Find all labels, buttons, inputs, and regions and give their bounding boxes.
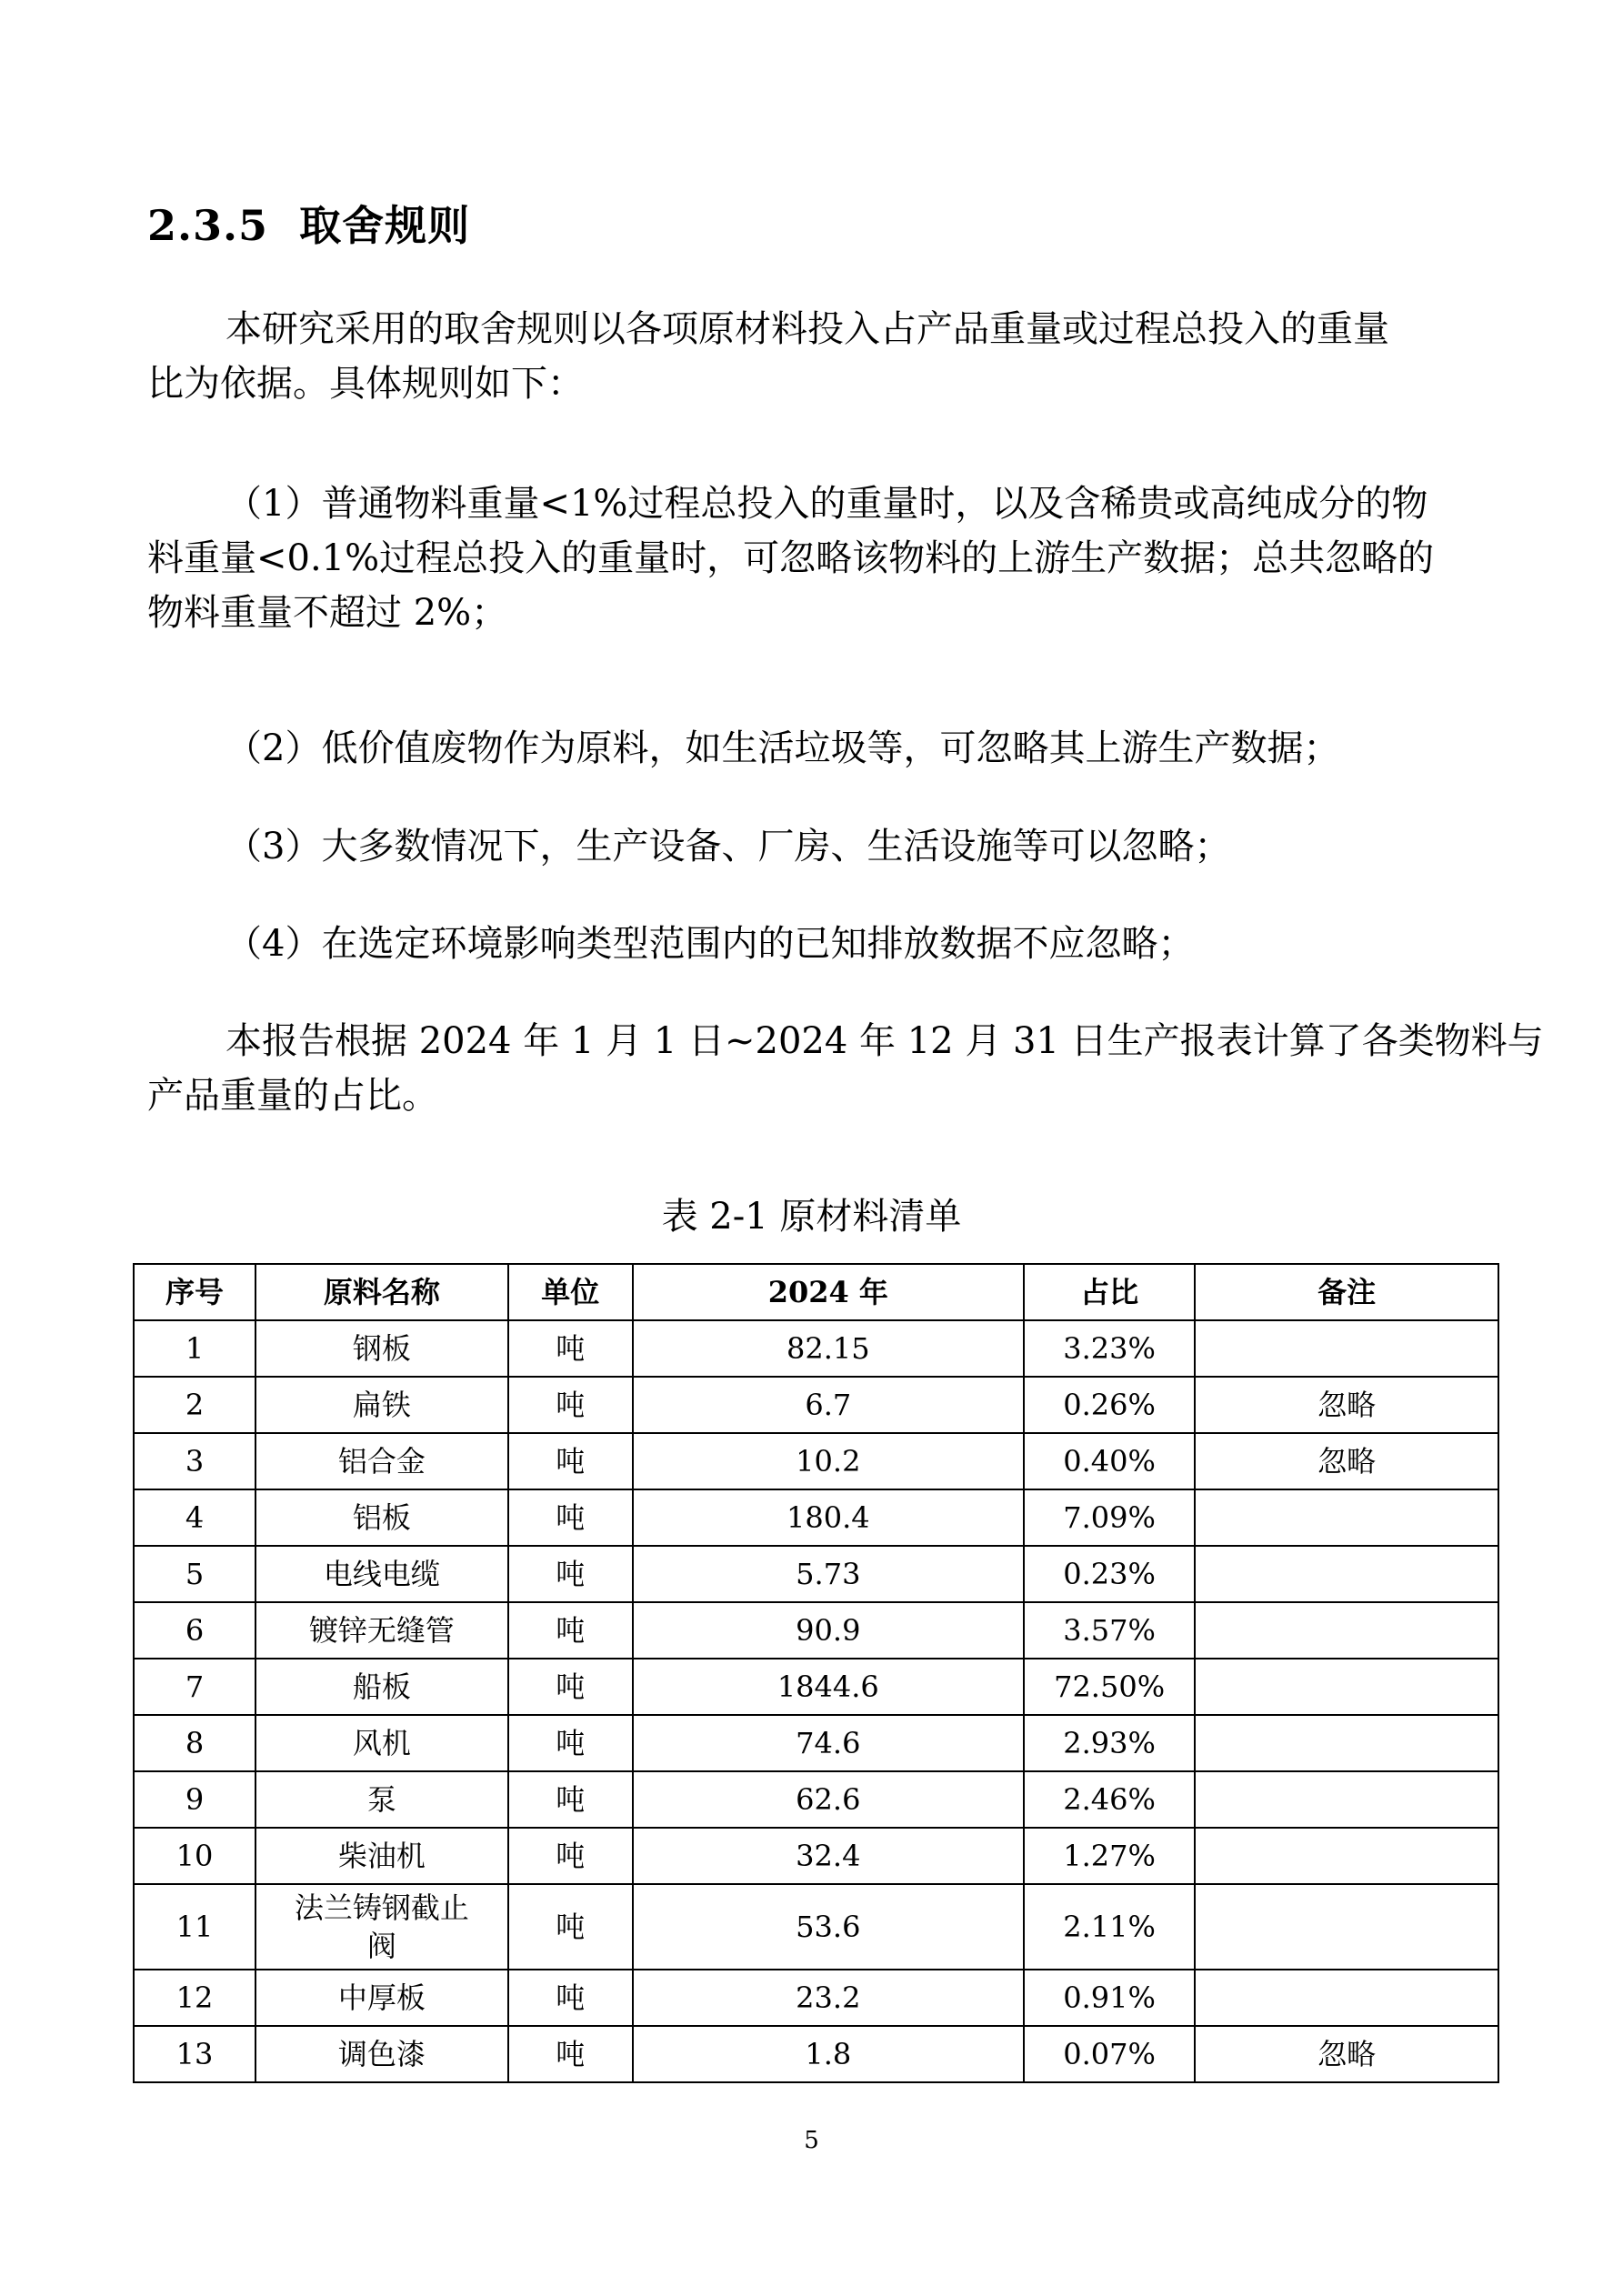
cell-no: 4 bbox=[134, 1489, 255, 1546]
cell-unit: 吨 bbox=[508, 1377, 633, 1433]
rule-line: （1）普通物料重量<1%过程总投入的重量时，以及含稀贵或高纯成分的物 bbox=[225, 483, 1428, 525]
cell-unit: 吨 bbox=[508, 1715, 633, 1771]
cell-unit: 吨 bbox=[508, 1320, 633, 1377]
cell-value: 23.2 bbox=[633, 1970, 1024, 2026]
cell-name: 镀锌无缝管 bbox=[255, 1602, 508, 1659]
section-number: 2.3.5 bbox=[147, 201, 269, 250]
cell-note bbox=[1195, 1320, 1498, 1377]
cell-no: 11 bbox=[134, 1884, 255, 1970]
table-row bbox=[134, 1659, 1498, 1715]
report-line: 本报告根据 2024 年 1 月 1 日~2024 年 12 月 31 日生产报表计算了各类物料与 bbox=[225, 1020, 1544, 1062]
cell-note bbox=[1195, 1715, 1498, 1771]
cell-value: 6.7 bbox=[633, 1377, 1024, 1433]
cell-note bbox=[1195, 1546, 1498, 1602]
cell-note bbox=[1195, 1970, 1498, 2026]
cell-share: 2.46% bbox=[1024, 1771, 1195, 1828]
section-title: 取舍规则 bbox=[299, 201, 471, 250]
table-row bbox=[134, 1715, 1498, 1771]
cell-no: 12 bbox=[134, 1970, 255, 2026]
intro-line: 本研究采用的取舍规则以各项原材料投入占产品重量或过程总投入的重量 bbox=[225, 308, 1389, 350]
cell-no: 8 bbox=[134, 1715, 255, 1771]
cell-unit: 吨 bbox=[508, 2026, 633, 2082]
cell-value: 1844.6 bbox=[633, 1659, 1024, 1715]
cell-name: 钢板 bbox=[255, 1320, 508, 1377]
rule-line: （4）在选定环境影响类型范围内的已知排放数据不应忽略； bbox=[225, 923, 1195, 965]
header-cell: 占比 bbox=[1024, 1264, 1195, 1320]
cell-note bbox=[1195, 1828, 1498, 1884]
cell-share: 2.11% bbox=[1024, 1884, 1195, 1970]
cell-share: 0.40% bbox=[1024, 1433, 1195, 1489]
cell-no: 10 bbox=[134, 1828, 255, 1884]
cell-no: 2 bbox=[134, 1377, 255, 1433]
cell-unit: 吨 bbox=[508, 1433, 633, 1489]
rule-item-4 bbox=[225, 917, 1194, 971]
table-row bbox=[134, 1602, 1498, 1659]
cell-name: 柴油机 bbox=[255, 1828, 508, 1884]
cell-note: 忽略 bbox=[1195, 1377, 1498, 1433]
cell-note bbox=[1195, 1602, 1498, 1659]
cell-no: 13 bbox=[134, 2026, 255, 2082]
cell-share: 72.50% bbox=[1024, 1659, 1195, 1715]
cell-name: 风机 bbox=[255, 1715, 508, 1771]
cell-no: 3 bbox=[134, 1433, 255, 1489]
cell-no: 6 bbox=[134, 1602, 255, 1659]
table-row bbox=[134, 1828, 1498, 1884]
cell-name: 船板 bbox=[255, 1659, 508, 1715]
cell-unit: 吨 bbox=[508, 1602, 633, 1659]
cell-share: 0.23% bbox=[1024, 1546, 1195, 1602]
table-row bbox=[134, 1771, 1498, 1828]
table-row bbox=[134, 1377, 1498, 1433]
cell-share: 0.26% bbox=[1024, 1377, 1195, 1433]
cell-note bbox=[1195, 1771, 1498, 1828]
raw-material-table bbox=[133, 1263, 1499, 2083]
cell-share: 3.23% bbox=[1024, 1320, 1195, 1377]
rule-line: 料重量<0.1%过程总投入的重量时，可忽略该物料的上游生产数据；总共忽略的 bbox=[147, 537, 1435, 579]
table-row bbox=[134, 2026, 1498, 2082]
cell-note bbox=[1195, 1659, 1498, 1715]
table-row bbox=[134, 1884, 1498, 1970]
cell-note bbox=[1195, 1884, 1498, 1970]
rule-item-2 bbox=[225, 721, 1339, 776]
cell-share: 1.27% bbox=[1024, 1828, 1195, 1884]
cell-name: 中厚板 bbox=[255, 1970, 508, 2026]
page-number: 5 bbox=[804, 2127, 819, 2154]
cell-note: 忽略 bbox=[1195, 2026, 1498, 2082]
cell-no: 9 bbox=[134, 1771, 255, 1828]
cell-unit: 吨 bbox=[508, 1884, 633, 1970]
cell-value: 53.6 bbox=[633, 1884, 1024, 1970]
cell-note: 忽略 bbox=[1195, 1433, 1498, 1489]
rule-line: （3）大多数情况下，生产设备、厂房、生活设施等可以忽略； bbox=[225, 826, 1231, 867]
intro-line: 比为依据。具体规则如下： bbox=[147, 363, 584, 405]
cell-no: 5 bbox=[134, 1546, 255, 1602]
cell-name: 铝合金 bbox=[255, 1433, 508, 1489]
cell-unit: 吨 bbox=[508, 1828, 633, 1884]
header-cell: 2024 年 bbox=[633, 1264, 1024, 1320]
cell-value: 62.6 bbox=[633, 1771, 1024, 1828]
rule-item-1 bbox=[147, 476, 1435, 640]
cell-name: 扁铁 bbox=[255, 1377, 508, 1433]
cell-value: 10.2 bbox=[633, 1433, 1024, 1489]
table-row bbox=[134, 1320, 1498, 1377]
cell-no: 1 bbox=[134, 1320, 255, 1377]
cell-share: 0.91% bbox=[1024, 1970, 1195, 2026]
cell-unit: 吨 bbox=[508, 1659, 633, 1715]
rule-item-3 bbox=[225, 819, 1230, 874]
cell-value: 74.6 bbox=[633, 1715, 1024, 1771]
cell-unit: 吨 bbox=[508, 1546, 633, 1602]
cell-value: 180.4 bbox=[633, 1489, 1024, 1546]
cell-name: 调色漆 bbox=[255, 2026, 508, 2082]
table-caption: 表 2-1 原材料清单 bbox=[661, 1196, 962, 1238]
header-cell: 原料名称 bbox=[255, 1264, 508, 1320]
cell-share: 0.07% bbox=[1024, 2026, 1195, 2082]
rule-line: （2）低价值废物作为原料，如生活垃圾等，可忽略其上游生产数据； bbox=[225, 727, 1340, 769]
cell-name: 电线电缆 bbox=[255, 1546, 508, 1602]
cell-name: 铝板 bbox=[255, 1489, 508, 1546]
cell-name: 泵 bbox=[255, 1771, 508, 1828]
table-row bbox=[134, 1546, 1498, 1602]
table-row bbox=[134, 1489, 1498, 1546]
rule-line: 物料重量不超过 2%； bbox=[147, 592, 508, 634]
table-row bbox=[134, 1433, 1498, 1489]
intro-paragraph bbox=[147, 302, 1484, 411]
cell-value: 32.4 bbox=[633, 1828, 1024, 1884]
cell-unit: 吨 bbox=[508, 1970, 633, 2026]
cell-no: 7 bbox=[134, 1659, 255, 1715]
report-line: 产品重量的占比。 bbox=[147, 1075, 438, 1117]
report-paragraph bbox=[147, 1014, 1544, 1123]
cell-share: 2.93% bbox=[1024, 1715, 1195, 1771]
cell-share: 3.57% bbox=[1024, 1602, 1195, 1659]
cell-value: 82.15 bbox=[633, 1320, 1024, 1377]
cell-value: 5.73 bbox=[633, 1546, 1024, 1602]
header-cell: 单位 bbox=[508, 1264, 633, 1320]
cell-value: 90.9 bbox=[633, 1602, 1024, 1659]
cell-name-line: 阀 bbox=[366, 1929, 396, 1963]
cell-name-line: 法兰铸钢截止 bbox=[294, 1890, 469, 1925]
cell-unit: 吨 bbox=[508, 1771, 633, 1828]
cell-unit: 吨 bbox=[508, 1489, 633, 1546]
header-cell: 备注 bbox=[1195, 1264, 1498, 1320]
cell-value: 1.8 bbox=[633, 2026, 1024, 2082]
table-header-row bbox=[134, 1264, 1498, 1320]
cell-note bbox=[1195, 1489, 1498, 1546]
section-heading bbox=[147, 198, 470, 253]
cell-name bbox=[255, 1884, 508, 1970]
header-cell: 序号 bbox=[134, 1264, 255, 1320]
cell-share: 7.09% bbox=[1024, 1489, 1195, 1546]
table-row bbox=[134, 1970, 1498, 2026]
